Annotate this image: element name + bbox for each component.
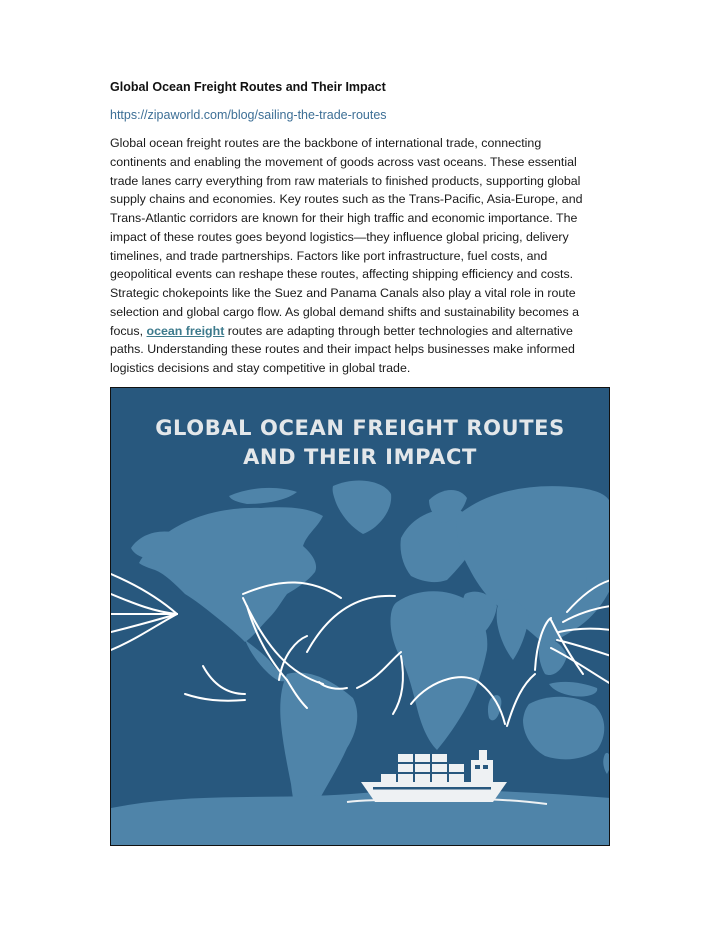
- paragraph-line: trade lanes carry everything from raw materials to finished products, supporting global: [110, 173, 581, 188]
- ocean-freight-link[interactable]: ocean freight: [146, 323, 225, 338]
- paragraph-line: selection and global cargo flow. As global demand shifts and sustainability becomes a: [110, 304, 580, 319]
- paragraph-line: continents and enabling the movement of goods across vast oceans. These essential: [110, 154, 577, 169]
- paragraph-line: Global ocean freight routes are the backbone of international trade, connecting: [110, 136, 542, 150]
- paragraph-line: timelines, and trade partnerships. Factors like port infrastructure, fuel costs, and: [110, 248, 548, 263]
- paragraph-line: geopolitical events can reshape these routes, affecting shipping efficiency and costs.: [110, 267, 574, 282]
- infographic-title-line-2: AND THEIR IMPACT: [243, 445, 477, 469]
- text-after-link: routes are adapting through better technologies and alternative: [224, 323, 573, 338]
- paragraph-line: supply chains and economies. Key routes such as the Trans-Pacific, Asia-Europe, and: [110, 192, 583, 207]
- infographic-title: [111, 414, 609, 472]
- paragraph-line: Trans-Atlantic corridors are known for their high traffic and economic importance. The: [110, 211, 578, 225]
- page-title: Global Ocean Freight Routes and Their Impact: [110, 80, 386, 94]
- paragraph-line: impact of these routes goes beyond logistics—they influence global pricing, delivery: [110, 229, 569, 244]
- body-paragraph: [110, 134, 608, 378]
- paragraph-line: Strategic chokepoints like the Suez and Panama Canals also play a vital role in route: [110, 286, 576, 300]
- infographic-image: [110, 387, 610, 846]
- text-before-link: focus,: [110, 323, 147, 338]
- infographic-title-line-1: GLOBAL OCEAN FREIGHT ROUTES: [155, 416, 565, 440]
- paragraph-line: paths. Understanding these routes and their impact helps businesses make informed: [110, 342, 575, 357]
- paragraph-line: logistics decisions and stay competitive in global trade.: [110, 361, 411, 375]
- source-url-link[interactable]: https://zipaworld.com/blog/sailing-the-trade-routes: [110, 108, 387, 122]
- paragraph-line-with-link: [110, 322, 608, 341]
